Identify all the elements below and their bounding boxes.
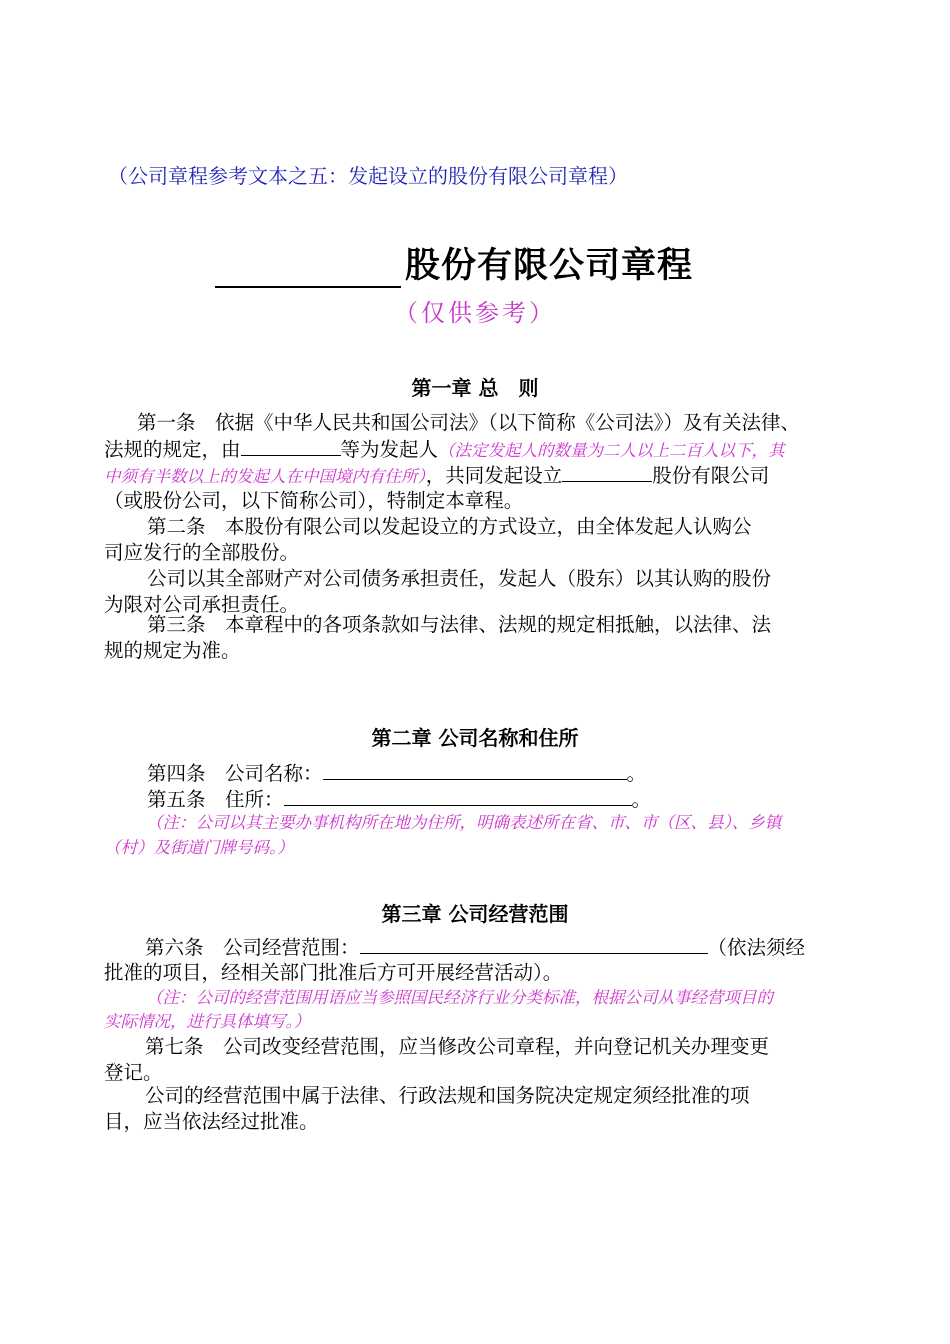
article1-line3 [104, 462, 769, 490]
article1-line2 [104, 436, 785, 464]
article7b-line2: 目，应当依法经过批准。 [104, 1110, 319, 1133]
founders-blank[interactable] [241, 436, 341, 456]
article5 [147, 786, 651, 813]
business-scope-field[interactable] [360, 934, 708, 954]
article7b-line1: 公司的经营范围中属于法律、行政法规和国务院决定规定须经批准的项 [145, 1084, 750, 1107]
article1-line4: （或股份公司，以下简称公司），特制定本章程。 [104, 489, 524, 512]
article6-tail: （依法须经 [707, 936, 806, 959]
company-name-field[interactable] [323, 760, 627, 780]
chapter3-note-line1: （注：公司的经营范围用语应当参照国民经济行业分类标准，根据公司从事经营项目的 [146, 988, 773, 1007]
article4-end: 。 [626, 762, 647, 785]
article1-note-part1: （法定发起人的数量为二人以上二百人以下，其 [438, 441, 785, 460]
article2b-line2: 为限对公司承担责任。 [104, 593, 300, 616]
article6-line1 [145, 934, 805, 961]
article6-label: 第六条 公司经营范围： [145, 936, 360, 959]
address-field[interactable] [284, 786, 632, 806]
document-subtitle: （仅供参考） [394, 299, 556, 327]
article2-line2: 司应发行的全部股份。 [104, 541, 300, 564]
article1-line2-text-a: 法规的规定，由 [104, 438, 241, 461]
article1-line1: 第一条 依据《中华人民共和国公司法》（以下简称《公司法》）及有关法律、 [137, 411, 801, 434]
article6-line2: 批准的项目，经相关部门批准后方可开展经营活动）。 [104, 961, 563, 984]
chapter2-note-line2: （村）及街道门牌号码。） [104, 838, 294, 857]
article1-line2-text-b: 等为发起人 [340, 438, 439, 461]
chapter3-heading: 第三章 公司经营范围 [381, 902, 569, 926]
article5-end: 。 [631, 788, 652, 811]
chapter2-heading: 第二章 公司名称和住所 [371, 726, 579, 750]
chapter3-note-line2: 实际情况，进行具体填写。） [104, 1012, 311, 1031]
document-title [215, 238, 693, 288]
chapter1-heading: 第一章 总 则 [411, 376, 539, 400]
header-note: （公司章程参考文本之五：发起设立的股份有限公司章程） [108, 164, 628, 188]
article4 [147, 760, 646, 787]
article5-label: 第五条 住所： [147, 788, 284, 811]
article2-line1: 第二条 本股份有限公司以发起设立的方式设立，由全体发起人认购公 [147, 515, 752, 538]
article3-line2: 规的规定为准。 [104, 639, 241, 662]
article7-line2: 登记。 [104, 1061, 163, 1084]
company-name-blank[interactable] [215, 250, 401, 288]
article2b-line1: 公司以其全部财产对公司债务承担责任，发起人（股东）以其认购的股份 [147, 567, 772, 590]
article3-line1: 第三条 本章程中的各项条款如与法律、法规的规定相抵触，以法律、法 [147, 613, 772, 636]
chapter2-note-line1: （注：公司以其主要办事机构所在地为住所，明确表述所在省、市、市（区、县）、乡镇 [146, 813, 782, 832]
article1-note-part2: 中须有半数以上的发起人在中国境内有住所） [104, 467, 426, 486]
article7-line1: 第七条 公司改变经营范围，应当修改公司章程，并向登记机关办理变更 [145, 1035, 770, 1058]
company-name-blank-2[interactable] [562, 462, 652, 482]
article4-label: 第四条 公司名称： [147, 762, 323, 785]
article1-line3-text-b: ，共同发起设立 [425, 464, 563, 487]
title-text: 股份有限公司章程 [405, 245, 694, 286]
article1-line3-text-c: 股份有限公司 [652, 464, 770, 487]
